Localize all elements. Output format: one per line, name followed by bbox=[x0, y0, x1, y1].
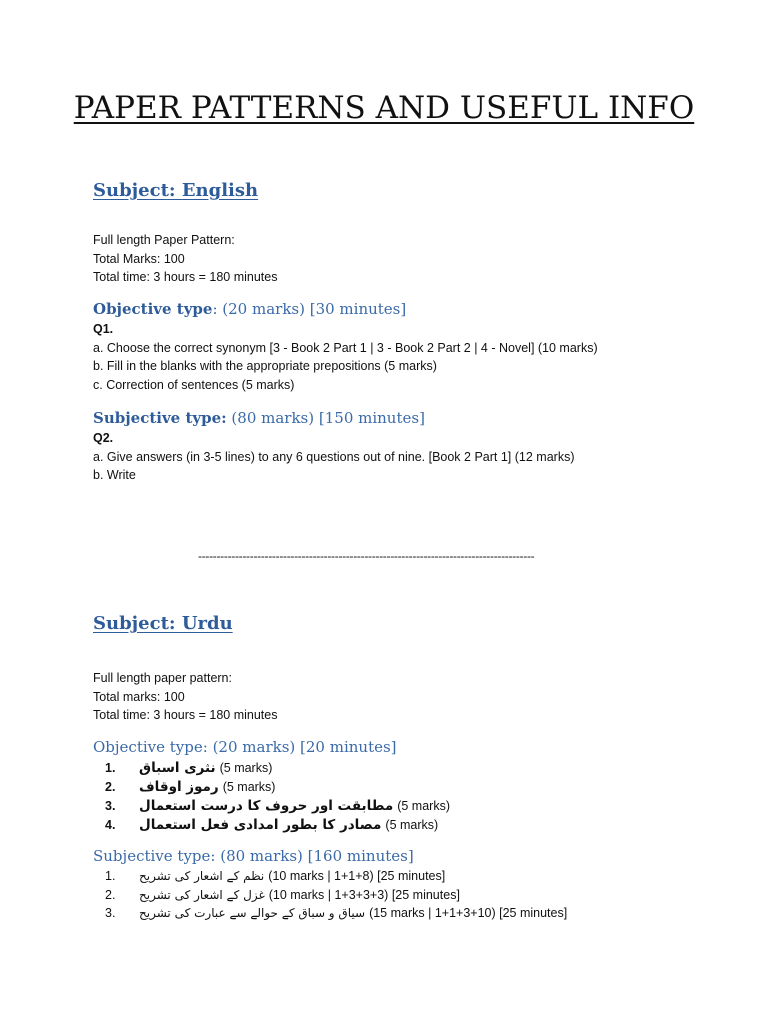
list-item bbox=[93, 867, 567, 886]
urdu-topic: نظم کے اشعار کی تشریح bbox=[139, 869, 265, 884]
marks-text: (15 marks | 1+1+3+10) [25 minutes] bbox=[369, 906, 568, 921]
english-subjective-rest: (80 marks) [150 minutes] bbox=[226, 409, 425, 427]
marks-text: (5 marks) bbox=[385, 817, 439, 832]
list-number: 1. bbox=[105, 869, 116, 884]
list-item bbox=[93, 759, 450, 778]
list-item: a. Give answers (in 3-5 lines) to any 6 questions out of nine. [Book 2 Part 1] (12 marks) bbox=[93, 449, 575, 464]
urdu-topic: مصادر کا بطور امدادی فعل استعمال bbox=[139, 816, 382, 833]
urdu-objective-list bbox=[93, 759, 450, 834]
english-subjective-label: Subjective type: bbox=[93, 409, 227, 427]
subject-urdu-heading: Subject: Urdu bbox=[93, 613, 233, 634]
question-label: Q1. bbox=[93, 322, 114, 336]
marks-text: (5 marks) bbox=[222, 780, 276, 795]
list-item bbox=[93, 778, 450, 797]
urdu-intro-line: Total time: 3 hours = 180 minutes bbox=[93, 708, 278, 723]
list-item: c. Correction of sentences (5 marks) bbox=[93, 377, 295, 392]
list-item: b. Write bbox=[93, 468, 136, 483]
english-subjective-list bbox=[93, 429, 713, 485]
urdu-subjective-heading: Subjective type: (80 marks) [160 minutes] bbox=[93, 847, 414, 865]
english-objective-heading bbox=[93, 299, 406, 319]
list-item: a. Choose the correct synonym [3 - Book 2 Part 1 | 3 - Book 2 Part 2 | 4 - Novel] (10 marks) bbox=[93, 340, 598, 355]
marks-text: (10 marks | 1+1+8) [25 minutes] bbox=[268, 869, 446, 884]
english-objective-list bbox=[93, 320, 713, 394]
urdu-objective-heading: Objective type: (20 marks) [20 minutes] bbox=[93, 738, 397, 756]
list-item: b. Fill in the blanks with the appropriate prepositions (5 marks) bbox=[93, 359, 437, 374]
list-number: 4. bbox=[105, 817, 116, 832]
marks-text: (10 marks | 1+3+3+3) [25 minutes] bbox=[268, 887, 460, 902]
list-item bbox=[93, 904, 567, 923]
list-item bbox=[93, 815, 450, 834]
english-subjective-heading bbox=[93, 408, 425, 428]
urdu-intro-line: Total marks: 100 bbox=[93, 689, 185, 704]
english-intro-line: Full length Paper Pattern: bbox=[93, 233, 235, 247]
urdu-subjective-list bbox=[93, 867, 567, 923]
english-objective-rest: : (20 marks) [30 minutes] bbox=[212, 300, 407, 318]
urdu-topic: غزل کے اشعار کی تشریح bbox=[139, 887, 265, 902]
list-number: 2. bbox=[105, 887, 116, 902]
list-number: 3. bbox=[105, 906, 116, 921]
english-objective-label: Objective type bbox=[93, 300, 213, 318]
english-intro-line: Total Marks: 100 bbox=[93, 251, 185, 266]
urdu-intro-line: Full length paper pattern: bbox=[93, 671, 232, 685]
question-label: Q2. bbox=[93, 431, 114, 445]
urdu-topic: رموز اوقاف bbox=[139, 779, 219, 796]
english-intro-line: Total time: 3 hours = 180 minutes bbox=[93, 270, 278, 285]
section-divider: ------------------------------------------------------------------------------------------- bbox=[198, 549, 535, 563]
list-item bbox=[93, 886, 567, 905]
urdu-intro bbox=[93, 669, 713, 725]
urdu-topic: نثری اسباق bbox=[139, 760, 216, 777]
urdu-topic: مطابقت اور حروف کا درست استعمال bbox=[139, 797, 394, 814]
marks-text: (5 marks) bbox=[397, 798, 450, 813]
urdu-topic: سیاق و سباق کے حوالے سے عبارت کی تشریح bbox=[139, 906, 366, 921]
marks-text: (5 marks) bbox=[219, 761, 273, 776]
list-number: 3. bbox=[105, 798, 116, 813]
subject-english-heading: Subject: English bbox=[93, 180, 259, 201]
list-number: 1. bbox=[105, 761, 116, 776]
page-title: PAPER PATTERNS AND USEFUL INFO bbox=[73, 90, 695, 126]
list-number: 2. bbox=[105, 780, 116, 795]
english-intro bbox=[93, 231, 713, 287]
list-item bbox=[93, 797, 450, 816]
